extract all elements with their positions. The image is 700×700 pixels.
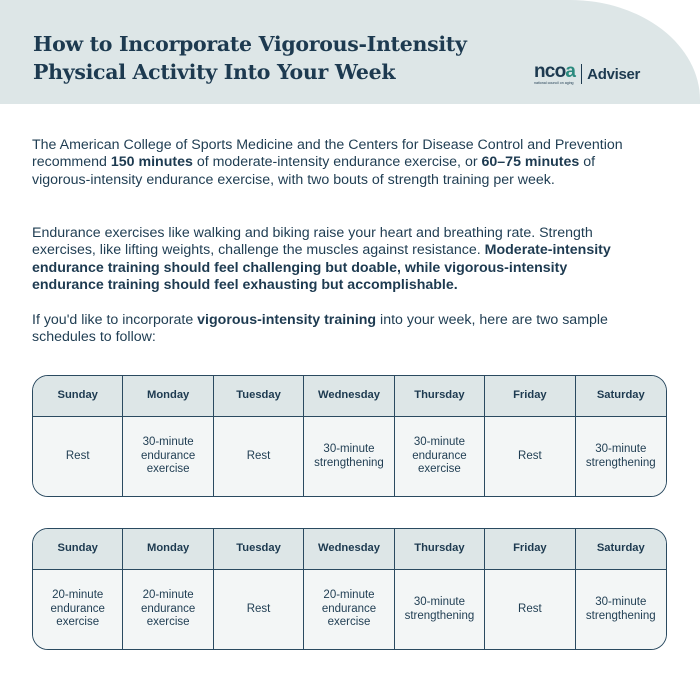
- day-header-friday: Friday: [485, 529, 575, 570]
- activity-cell-thursday: 30-minute endurance exercise: [395, 417, 485, 496]
- activity-cell-monday: 30-minute endurance exercise: [123, 417, 213, 496]
- day-header-saturday: Saturday: [576, 376, 666, 417]
- activity-cell-wednesday: 20-minute endurance exercise: [304, 570, 394, 649]
- intro-paragraph: [32, 137, 632, 189]
- day-header-monday: Monday: [123, 529, 213, 570]
- ncoa-logo-tagline: national council on aging: [534, 81, 574, 86]
- activity-cell-tuesday: Rest: [214, 417, 304, 496]
- day-header-thursday: Thursday: [395, 376, 485, 417]
- activity-cell-sunday: 20-minute endurance exercise: [33, 570, 123, 649]
- activity-cell-thursday: 30-minute strengthening: [395, 570, 485, 649]
- activity-cell-friday: Rest: [485, 570, 575, 649]
- day-header-sunday: Sunday: [33, 529, 123, 570]
- activity-cell-sunday: Rest: [33, 417, 123, 496]
- day-header-thursday: Thursday: [395, 529, 485, 570]
- paragraph-text: into your week, here are two sample schedules to follow:: [32, 312, 608, 346]
- day-header-monday: Monday: [123, 376, 213, 417]
- day-header-saturday: Saturday: [576, 529, 666, 570]
- activity-cell-saturday: 30-minute strengthening: [576, 570, 666, 649]
- schedules-intro-paragraph: [32, 312, 632, 347]
- schedule-table-1: [32, 375, 667, 497]
- activity-cell-saturday: 30-minute strengthening: [576, 417, 666, 496]
- activity-cell-friday: Rest: [485, 417, 575, 496]
- ncoa-logo: [534, 62, 575, 86]
- paragraph-text: of moderate-intensity endurance exercise, or: [192, 154, 482, 171]
- paragraph-text: The American College of Sports Medicine and the Centers for Disease Control and Prevention recommend: [32, 137, 623, 171]
- schedule-table-2: [32, 528, 667, 650]
- activity-cell-tuesday: Rest: [214, 570, 304, 649]
- ncoa-adviser-logo: [534, 62, 674, 86]
- exercise-types-paragraph: [32, 225, 632, 294]
- emphasis-text: 60–75 minutes: [481, 154, 580, 171]
- logo-divider: [581, 64, 582, 84]
- day-header-tuesday: Tuesday: [214, 376, 304, 417]
- paragraph-text: If you'd like to incorporate: [32, 312, 198, 328]
- emphasis-text: vigorous-intensity training: [197, 312, 377, 328]
- header-banner: [0, 0, 700, 104]
- day-header-sunday: Sunday: [33, 376, 123, 417]
- paragraph-text: Endurance exercises like walking and biking raise your heart and breathing rate. Strength exercises, like lifting weights, challenge the muscles against resistance.: [32, 225, 593, 259]
- day-header-friday: Friday: [485, 376, 575, 417]
- day-header-wednesday: Wednesday: [304, 376, 394, 417]
- emphasis-text: 150 minutes: [110, 154, 193, 171]
- emphasis-text: Moderate-intensity endurance training should feel challenging but doable, while vigorous-intensity endurance training should feel exhausting but accomplishable.: [32, 242, 611, 293]
- paragraph-text: of vigorous-intensity endurance exercise, with two bouts of strength training per week.: [32, 154, 596, 188]
- activity-cell-monday: 20-minute endurance exercise: [123, 570, 213, 649]
- day-header-wednesday: Wednesday: [304, 529, 394, 570]
- adviser-logo-text: Adviser: [587, 65, 641, 83]
- day-header-tuesday: Tuesday: [214, 529, 304, 570]
- activity-cell-wednesday: 30-minute strengthening: [304, 417, 394, 496]
- page-title: How to Incorporate Vigorous-Intensity Physical Activity Into Your Week: [33, 32, 467, 84]
- ncoa-logo-mark: ncoa: [534, 61, 576, 83]
